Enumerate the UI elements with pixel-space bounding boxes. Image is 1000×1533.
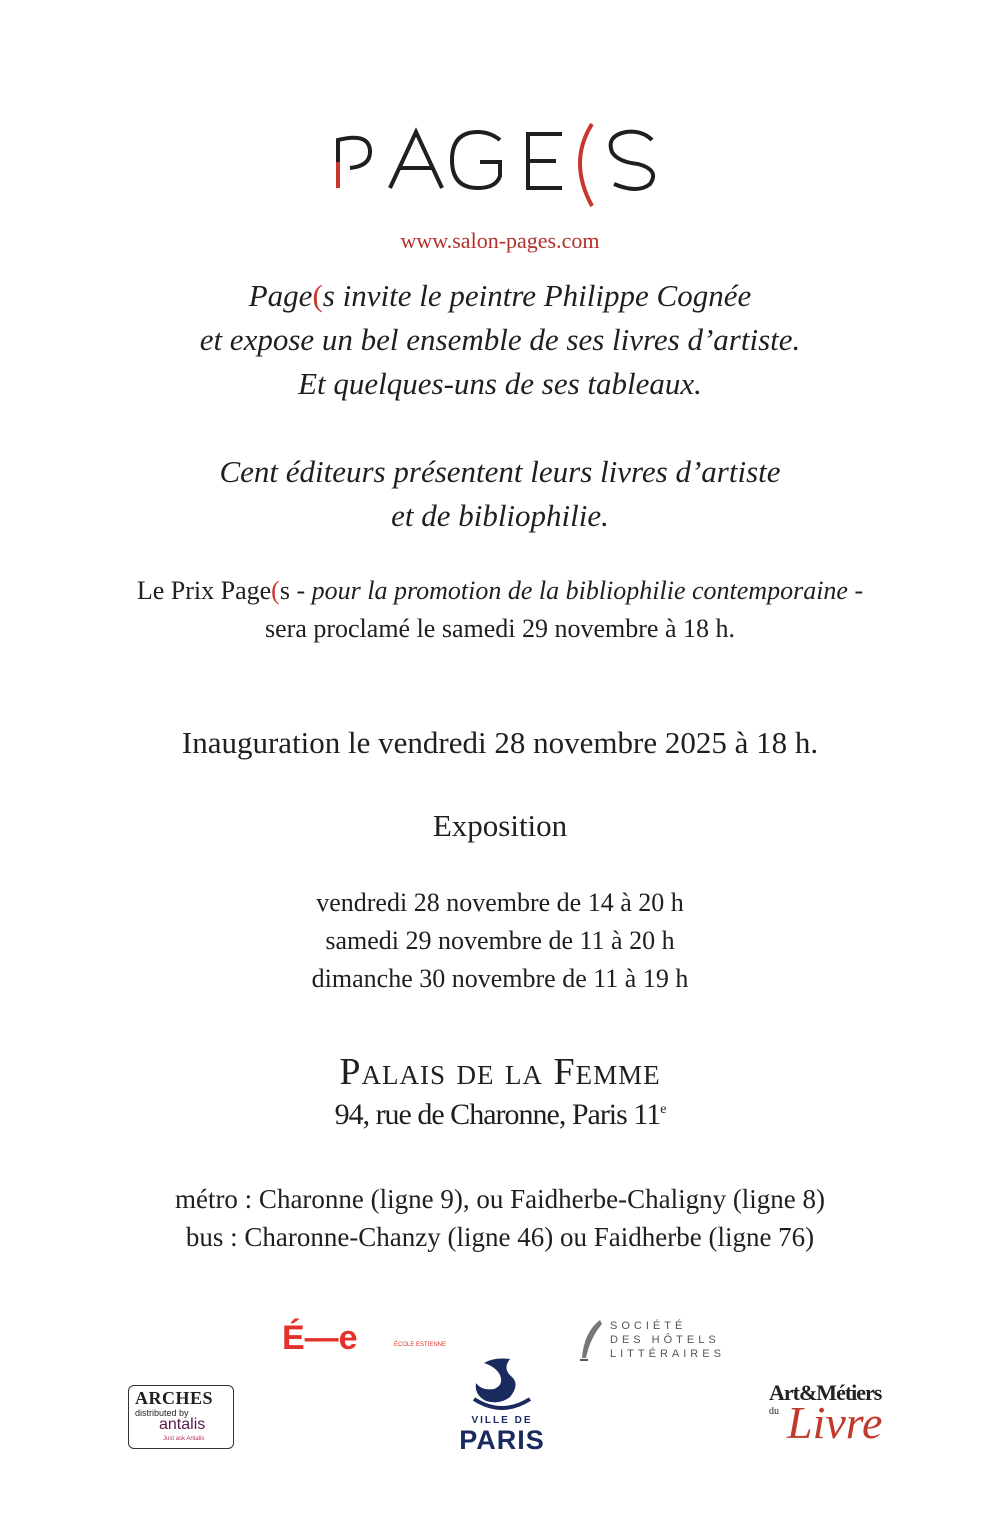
logo-letter-p	[338, 138, 370, 188]
societe-line-2: DES HÔTELS	[610, 1334, 720, 1346]
publishers-line-1: Cent éditeurs présentent leurs livres d’artiste	[219, 454, 781, 489]
intro-line-3: Et quelques-uns de ses tableaux.	[298, 366, 702, 401]
exposition-hours	[0, 884, 1000, 998]
pages-logo	[0, 118, 1000, 208]
address-sup: e	[660, 1102, 666, 1117]
arches-title: ARCHES	[135, 1388, 214, 1408]
societe-text	[610, 1319, 725, 1361]
website-anchor[interactable]: www.salon-pages.com	[400, 228, 600, 253]
intro-text	[0, 274, 1000, 406]
logo-letter-g	[452, 132, 500, 188]
prize-italic: pour la promotion de la bibliophilie contemporaine	[311, 576, 848, 605]
brand-tail: s	[322, 278, 335, 313]
arches-box	[128, 1385, 234, 1449]
pages-logo-graphic	[330, 118, 670, 208]
societe-line-3: LITTÉRAIRES	[610, 1348, 725, 1360]
art-metiers-du-livre-logo	[765, 1380, 890, 1452]
quill-icon	[578, 1318, 608, 1364]
inauguration-text: Inauguration le vendredi 28 novembre 2025 à 18 h.	[181, 725, 819, 760]
hours-friday: vendredi 28 novembre de 14 à 20 h	[316, 888, 684, 917]
ecole-letters: É—e	[282, 1319, 358, 1357]
logo-letter-a	[390, 132, 442, 188]
societe-hotels-litteraires-logo	[578, 1318, 743, 1364]
hours-saturday: samedi 29 novembre de 11 à 20 h	[325, 926, 675, 955]
arches-antalis: antalis	[159, 1416, 206, 1433]
societe-line-1: SOCIÉTÉ	[610, 1320, 687, 1332]
am-du: du	[769, 1406, 779, 1417]
am-top: Art&Métiers	[769, 1380, 882, 1405]
arches-distributed: distributed by	[135, 1408, 189, 1418]
arches-antalis-logo	[128, 1385, 234, 1449]
brand-name: Page	[248, 278, 313, 313]
bus-line: bus : Charonne-Chanzy (ligne 46) ou Faidherbe (ligne 76)	[185, 1222, 815, 1252]
website-link[interactable]	[0, 228, 1000, 254]
venue-address	[0, 1098, 1000, 1132]
hours-sunday: dimanche 30 novembre de 11 à 19 h	[311, 964, 689, 993]
intro-line-2: et expose un bel ensemble de ses livres d’artiste.	[199, 322, 801, 357]
prize-line-1	[0, 572, 1000, 610]
prize-paren: (	[271, 576, 280, 605]
venue-name	[0, 1050, 1000, 1094]
prize-suffix: s -	[279, 576, 312, 605]
venue-name-text: Palais de la Femme	[339, 1051, 661, 1093]
intro-line-1-rest: invite le peintre Philippe Cognée	[334, 278, 752, 313]
ville-de-paris-logo	[454, 1355, 550, 1455]
paris-name: PARIS	[459, 1425, 545, 1455]
brand-paren: (	[312, 278, 323, 313]
prize-prefix: Le Prix Page	[136, 576, 272, 605]
logo-letter-s	[611, 132, 654, 189]
paris-ville: VILLE DE	[471, 1415, 533, 1426]
prize-text	[0, 572, 1000, 648]
prize-dash: -	[847, 576, 864, 605]
ecole-caption: ÉCOLE ESTIENNE	[394, 1342, 447, 1348]
prize-line-2: sera proclamé le samedi 29 novembre à 18 h.	[265, 614, 735, 643]
intro-line-1	[0, 274, 1000, 318]
ecole-estienne-logo	[282, 1316, 447, 1361]
arches-tagline: Just ask Antalis	[163, 1436, 205, 1442]
exposition-title: Exposition	[432, 808, 568, 843]
publishers-line-2: et de bibliophilie.	[391, 498, 609, 533]
paris-ship-icon	[454, 1355, 550, 1413]
logo-letter-e	[528, 134, 562, 188]
metro-line: métro : Charonne (ligne 9), ou Faidherbe-Chaligny (ligne 8)	[174, 1184, 826, 1214]
address-text: 94, rue de Charonne, Paris 11	[334, 1098, 661, 1131]
am-livre: Livre	[787, 1397, 883, 1448]
ecole-estienne-graphic	[282, 1316, 447, 1361]
transport-info	[0, 1180, 1000, 1256]
publishers-text	[0, 450, 1000, 538]
logo-paren	[580, 124, 592, 206]
